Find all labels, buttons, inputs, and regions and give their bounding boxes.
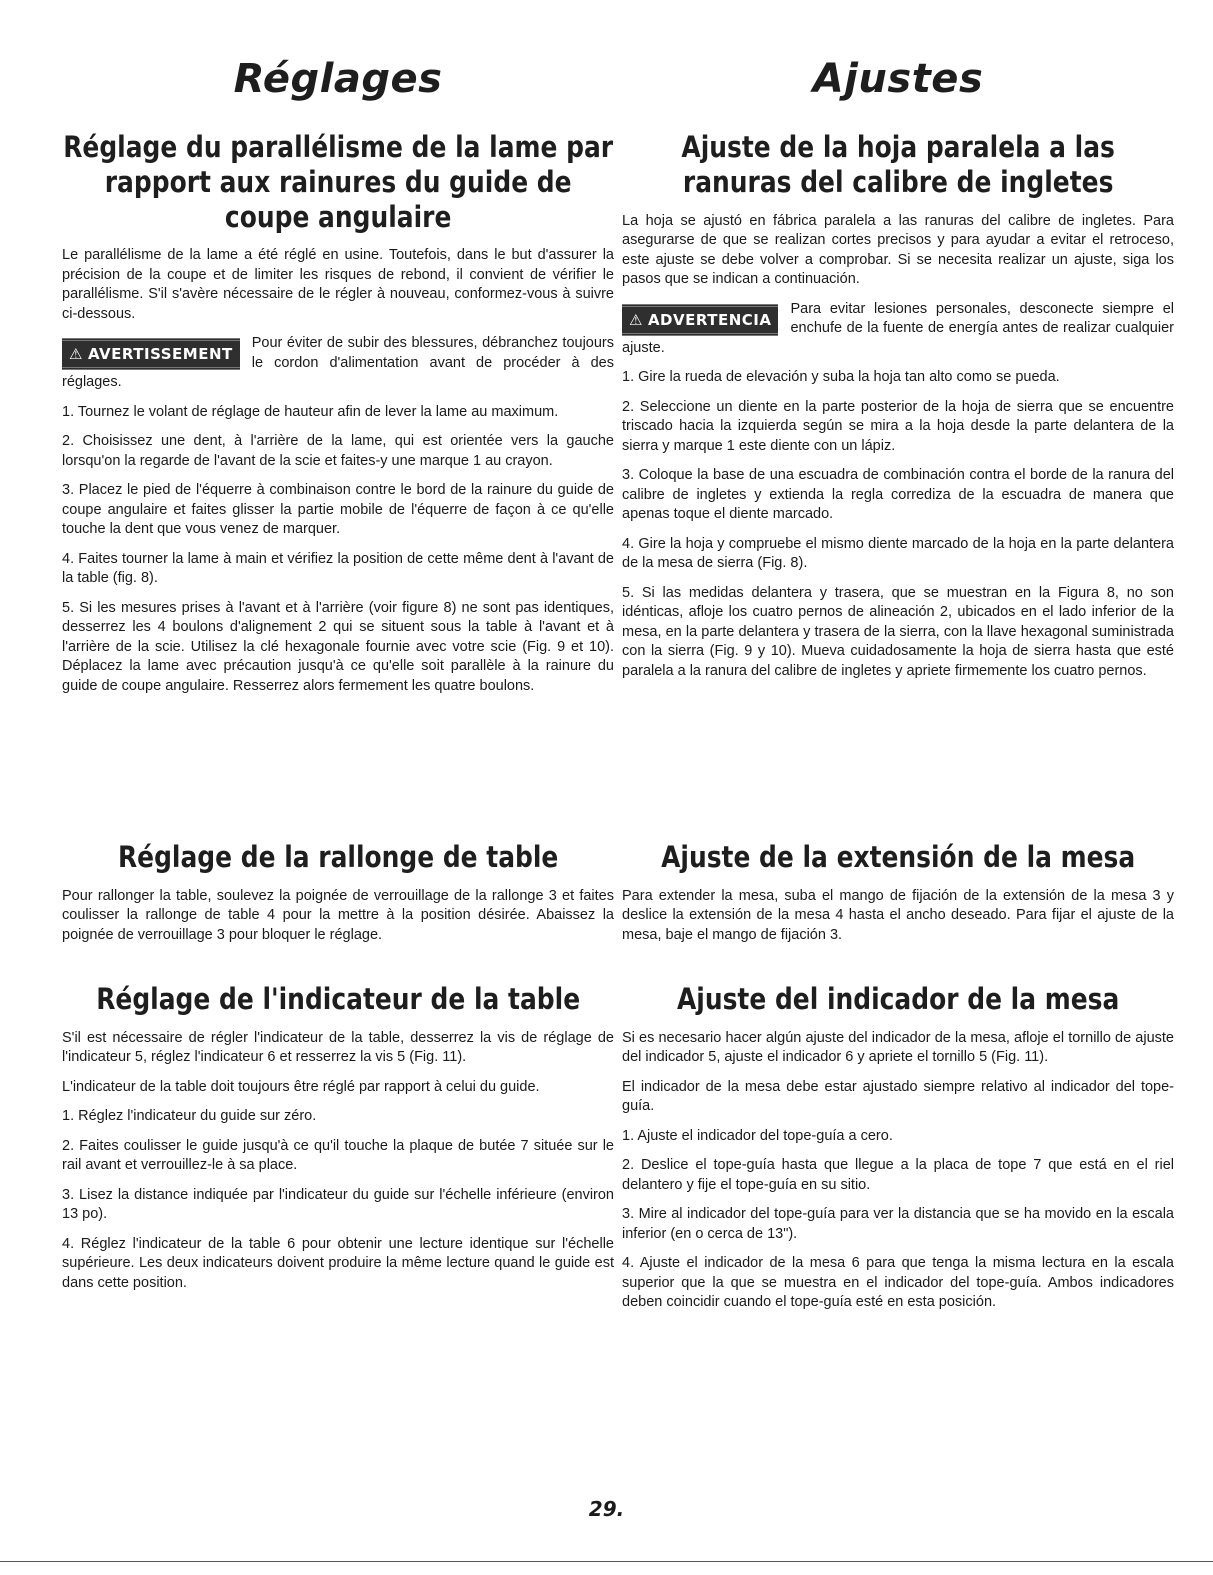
step-item: 5. Si las medidas delantera y trasera, que se muestran en la Figura 8, no son idénticas, afloje los cuatro pernos de alineación 2, ubicados en el lado inferior de la mesa, en la parte delantera y trasera de la sierra, con la llave hexagonal suministrada con la sierra (Fig. 9 y 10). Mueva cuidadosamente la hoja de sierra hasta que esté paralela a la ranura del calibre de ingletes y apriete firmemente los cuatro pernos. xyxy=(622,584,1174,679)
paragraph: L'indicateur de la table doit toujours être réglé par rapport à celui du guide. xyxy=(62,1078,540,1095)
warning-text: Pour éviter de subir des blessures, débranchez toujours le cordon d'alimentation avant de procéder à des réglages. xyxy=(62,335,614,391)
warning-label: ADVERTENCIA xyxy=(647,310,772,329)
step-item: 1. Tournez le volant de réglage de hauteur afin de lever la lame au maximum. xyxy=(62,403,559,420)
step-item: 3. Lisez la distance indiquée par l'indicateur du guide sur l'échelle inférieure (environ 13 po). xyxy=(62,1186,614,1223)
warning-block xyxy=(62,334,614,393)
step-item: 5. Si les mesures prises à l'avant et à l'arrière (voir figure 8) ne sont pas identiques, desserrez les 4 boulons d'alignement 2 qui se situent sous la table à l'avant et à l'arrière de la scie. Utilisez la clé hexagonale fournie avec votre scie (Fig. 9 et 10). Déplacez la lame avec précaution jusqu'à ce qu'elle soit parallèle à la rainure du guide de coupe angulaire. Resserrez alors fermement les quatre boulons. xyxy=(62,599,614,694)
section-title-table-extension: Ajuste de la extensión de la mesa xyxy=(660,840,1136,874)
step-item: 3. Placez le pied de l'équerre à combinaison contre le bord de la rainure du guide de coupe angulaire et faites glisser la partie mobile de l'équerre de façon à ce qu'elle touche la dent que vous venez de marquer. xyxy=(62,482,614,538)
bottom-rule xyxy=(0,1561,1213,1562)
part-title-reglages: Réglages xyxy=(233,56,443,102)
section-title-table-indicator: Ajuste del indicador de la mesa xyxy=(676,982,1120,1016)
step-item: 2. Seleccione un diente en la parte posterior de la hoja de sierra que se encuentre triscado hacia la izquierda según se mira a la hoja desde la parte delantera de la sierra y marque 1 este diente con un lápiz. xyxy=(622,398,1174,454)
paragraph: Si es necesario hacer algún ajuste del indicador de la mesa, afloje el tornillo de ajuste del indicador 5, ajuste el indicador 6 y apriete el tornillo 5 (Fig. 11). xyxy=(622,1029,1174,1066)
step-item: 3. Mire al indicador del tope-guía para ver la distancia que se ha movido en la escala inferior (en o cerca de 13"). xyxy=(622,1206,1174,1242)
section-title-blade-parallel: Réglage du parallélisme de la lame par rapport aux rainures du guide de coupe angulaire xyxy=(63,130,613,234)
step-item: 4. Gire la hoja y compruebe el mismo diente marcado de la hoja en la parte delantera de la mesa de sierra (Fig. 8). xyxy=(622,535,1174,572)
paragraph: Para extender la mesa, suba el mango de fijación de la extensión de la mesa 3 y deslice la extensión de la mesa 4 hasta el ancho deseado. Para fijar el ajuste de la mesa, baje el mango de fijación 3. xyxy=(622,887,1174,943)
warning-badge xyxy=(62,338,240,370)
warning-label: AVERTISSEMENT xyxy=(87,345,233,364)
step-item: 2. Faites coulisser le guide jusqu'à ce qu'il touche la plaque de butée 7 située sur le rail avant et verrouillez-le à sa place. xyxy=(62,1137,614,1174)
section-title-table-indicator: Réglage de l'indicateur de la table xyxy=(96,982,580,1016)
part-title-ajustes: Ajustes xyxy=(812,56,984,102)
step-item: 1. Gire la rueda de elevación y suba la hoja tan alto como se pueda. xyxy=(622,369,1060,386)
warning-block xyxy=(622,300,1174,359)
step-item: 2. Choisissez une dent, à l'arrière de la lame, qui est orientée vers la gauche lorsqu'on la regarde de l'avant de la scie et faites-y une marque 1 au crayon. xyxy=(62,433,614,469)
warning-triangle-icon: ⚠ xyxy=(629,310,643,329)
intro-paragraph: Le parallélisme de la lame a été réglé en usine. Toutefois, dans le but d'assurer la précision de la coupe et de limiter les risques de rebond, il convient de vérifier le parallélisme. S'il s'avère nécessaire de le régler à nouveau, conformez-vous à suivre ci-dessous. xyxy=(62,247,614,322)
paragraph: S'il est nécessaire de régler l'indicateur de la table, desserrez la vis de réglage de l'indicateur 5, réglez l'indicateur 6 et resserrez la vis 5 (Fig. 11). xyxy=(62,1029,614,1066)
step-item: 1. Réglez l'indicateur du guide sur zéro. xyxy=(62,1108,317,1125)
step-item: 3. Coloque la base de una escuadra de combinación contra el borde de la ranura del calibre de ingletes y extienda la regla corrediza de la escuadra de manera que apenas toque el diente marcado. xyxy=(622,467,1174,523)
paragraph: El indicador de la mesa debe estar ajustado siempre relativo al indicador del tope-guía. xyxy=(622,1078,1174,1115)
step-item: 2. Deslice el tope-guía hasta que llegue a la placa de tope 7 que está en el riel delantero y fije el tope-guía en su sitio. xyxy=(622,1157,1174,1193)
step-item: 4. Ajuste el indicador de la mesa 6 para que tenga la misma lectura en la escala superior que la que se muestra en el indicador del tope-guía. Ambos indicadores deben coincidir cuando el tope-guía esté en esta posición. xyxy=(622,1255,1174,1311)
step-item: 4. Faites tourner la lame à main et vérifiez la position de cette même dent à l'avant de la table (fig. 8). xyxy=(62,550,614,587)
warning-triangle-icon: ⚠ xyxy=(69,345,83,364)
warning-badge xyxy=(622,304,778,336)
intro-paragraph: La hoja se ajustó en fábrica paralela a las ranuras del calibre de ingletes. Para asegurarse de que se realizan cortes precisos y para ayudar a evitar el retroceso, este ajuste se debe volver a comprobar. Si se necesita realizar un ajuste, siga los pasos que se indican a continuación. xyxy=(622,212,1174,288)
step-item: 4. Réglez l'indicateur de la table 6 pour obtenir une lecture identique sur l'échelle supérieure. Les deux indicateurs doivent produire la même lecture quand le guide est dans cette position. xyxy=(62,1235,614,1291)
warning-text: Para evitar lesiones personales, desconecte siempre el enchufe de la fuente de energía antes de realizar cualquier ajuste. xyxy=(622,300,1174,356)
page-number: 29. xyxy=(588,1497,625,1521)
section-title-table-extension: Réglage de la rallonge de table xyxy=(117,840,559,874)
section-title-blade-parallel: Ajuste de la hoja paralela a las ranuras del calibre de ingletes xyxy=(681,130,1115,199)
paragraph: Pour rallonger la table, soulevez la poignée de verrouillage de la rallonge 3 et faites coulisser la rallonge de table 4 pour la mettre à la position désirée. Abaissez la poignée de verrouillage 3 pour bloquer le réglage. xyxy=(62,887,614,943)
step-item: 1. Ajuste el indicador del tope-guía a cero. xyxy=(622,1127,893,1144)
